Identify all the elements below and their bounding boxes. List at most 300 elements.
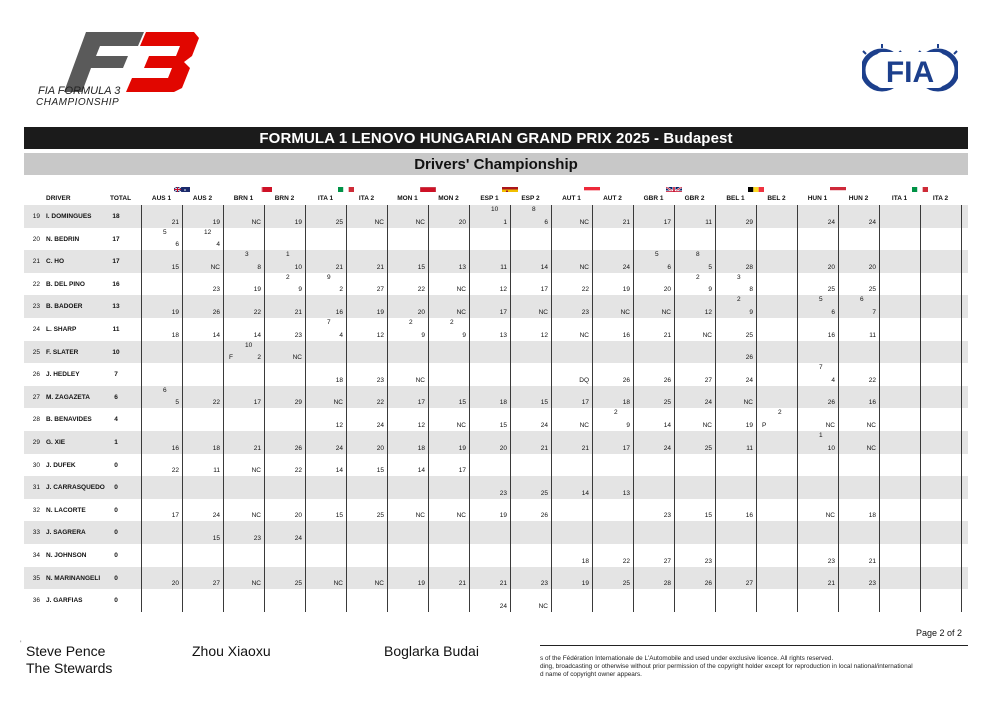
race-finish: 22 xyxy=(294,467,302,475)
race-result-cell xyxy=(592,386,633,409)
race-result-cell xyxy=(305,295,346,318)
race-finish: 2 xyxy=(257,354,261,362)
signature-steward-2: Zhou Xiaoxu xyxy=(192,643,271,659)
race-result-cell xyxy=(182,454,223,477)
race-points: 10 xyxy=(245,341,253,349)
race-finish: 18 xyxy=(171,331,179,339)
race-result-cell xyxy=(223,228,264,251)
race-finish: 6 xyxy=(667,263,671,271)
race-result-cell xyxy=(797,521,838,544)
race-result-cell xyxy=(264,431,305,454)
race-finish: 15 xyxy=(171,263,179,271)
race-result-cell xyxy=(715,567,756,590)
race-finish: 25 xyxy=(827,286,835,294)
race-result-cell xyxy=(469,544,510,567)
race-result-cell xyxy=(633,386,674,409)
race-points: 3 xyxy=(737,273,741,281)
race-result-cell xyxy=(920,250,961,273)
race-finish: 19 xyxy=(294,218,302,226)
race-finish: NC xyxy=(456,421,466,429)
race-finish: 13 xyxy=(499,331,507,339)
race-result-cell xyxy=(633,499,674,522)
driver-position: 30 xyxy=(32,461,40,469)
race-result-cell xyxy=(141,228,182,251)
race-finish: 26 xyxy=(827,399,835,407)
race-result-cell xyxy=(264,544,305,567)
race-finish: 18 xyxy=(622,399,630,407)
australia-flag xyxy=(174,182,190,192)
race-result-cell xyxy=(633,341,674,364)
driver-total: 0 xyxy=(114,597,118,605)
race-result-cell xyxy=(879,476,920,499)
race-finish: 25 xyxy=(868,286,876,294)
race-result-cell xyxy=(510,341,551,364)
driver-position: 29 xyxy=(32,438,40,446)
race-result-cell xyxy=(346,567,387,590)
race-result-cell xyxy=(223,408,264,431)
race-finish: 29 xyxy=(745,218,753,226)
race-result-cell xyxy=(305,408,346,431)
race-result-cell xyxy=(428,454,469,477)
race-points: 2 xyxy=(696,273,700,281)
race-finish: 13 xyxy=(622,489,630,497)
driver-total: 0 xyxy=(114,461,118,469)
race-result-cell xyxy=(223,476,264,499)
race-result-cell xyxy=(715,205,756,228)
race-result-cell xyxy=(469,567,510,590)
race-result-cell xyxy=(305,567,346,590)
belgium-flag xyxy=(748,182,764,192)
driver-total: 16 xyxy=(112,280,120,288)
race-result-cell xyxy=(838,363,879,386)
race-points: 3 xyxy=(245,251,249,259)
race-finish: 14 xyxy=(663,421,671,429)
race-result-cell xyxy=(264,567,305,590)
race-result-cell xyxy=(920,363,961,386)
race-result-cell xyxy=(797,499,838,522)
race-result-cell xyxy=(592,454,633,477)
race-finish: 20 xyxy=(458,218,466,226)
driver-position: 36 xyxy=(32,597,40,605)
race-result-cell xyxy=(182,273,223,296)
race-result-cell xyxy=(346,205,387,228)
race-result-cell xyxy=(428,205,469,228)
driver-name: J. DUFEK xyxy=(46,461,76,469)
driver-position: 25 xyxy=(32,348,40,356)
race-result-cell xyxy=(428,544,469,567)
race-points: 2 xyxy=(450,318,454,326)
driver-name: B. BADOER xyxy=(46,303,83,311)
race-finish: 26 xyxy=(704,580,712,588)
race-finish: 23 xyxy=(253,534,261,542)
race-result-cell xyxy=(510,205,551,228)
race-result-cell xyxy=(510,431,551,454)
race-result-cell xyxy=(510,454,551,477)
race-header: ESP 1 xyxy=(480,195,499,202)
race-points: 7 xyxy=(327,318,331,326)
race-result-cell xyxy=(469,386,510,409)
race-header: HUN 2 xyxy=(848,195,869,202)
table-row xyxy=(24,250,968,273)
race-result-cell xyxy=(428,318,469,341)
race-finish: 22 xyxy=(622,557,630,565)
race-finish: 4 xyxy=(339,331,343,339)
race-result-cell xyxy=(920,341,961,364)
race-result-cell xyxy=(838,476,879,499)
race-result-cell xyxy=(346,521,387,544)
race-header: BRN 1 xyxy=(233,195,254,202)
race-finish: 17 xyxy=(171,512,179,520)
race-finish: 22 xyxy=(253,308,261,316)
race-finish: 24 xyxy=(704,399,712,407)
race-result-cell xyxy=(223,341,264,364)
race-result-cell xyxy=(264,250,305,273)
race-result-cell xyxy=(469,589,510,612)
race-result-cell xyxy=(346,273,387,296)
race-finish: 20 xyxy=(868,263,876,271)
race-finish: NC xyxy=(415,218,425,226)
race-points: 5 xyxy=(655,251,659,259)
race-result-cell xyxy=(797,408,838,431)
race-result-cell xyxy=(920,589,961,612)
race-finish: 15 xyxy=(540,399,548,407)
race-finish: 28 xyxy=(745,263,753,271)
race-result-cell xyxy=(305,228,346,251)
driver-position: 26 xyxy=(32,371,40,379)
table-row xyxy=(24,567,968,590)
race-result-cell xyxy=(592,318,633,341)
race-result-cell xyxy=(838,386,879,409)
race-result-cell xyxy=(346,408,387,431)
race-finish: 18 xyxy=(335,376,343,384)
race-result-cell xyxy=(264,205,305,228)
fia-logo-text: FIA xyxy=(885,56,935,89)
table-row xyxy=(24,318,968,341)
driver-position: 20 xyxy=(32,235,40,243)
race-result-cell xyxy=(920,318,961,341)
driver-total: 18 xyxy=(112,213,120,220)
race-finish: 29 xyxy=(294,399,302,407)
race-result-cell xyxy=(756,408,797,431)
race-finish: 18 xyxy=(417,444,425,452)
uk-flag xyxy=(666,182,682,192)
race-result-cell xyxy=(838,499,879,522)
race-result-cell xyxy=(510,408,551,431)
race-result-cell xyxy=(387,431,428,454)
f3-logo-line1: FIA FORMULA 3 xyxy=(38,85,121,97)
race-finish: 15 xyxy=(212,534,220,542)
race-result-cell xyxy=(182,205,223,228)
race-result-cell xyxy=(223,589,264,612)
race-finish: 25 xyxy=(704,444,712,452)
race-finish: 19 xyxy=(171,308,179,316)
race-finish: 21 xyxy=(376,263,384,271)
race-finish: NC xyxy=(333,580,343,588)
race-result-cell xyxy=(674,544,715,567)
race-finish: NC xyxy=(620,308,630,316)
race-finish: 23 xyxy=(581,308,589,316)
race-result-cell xyxy=(633,205,674,228)
race-result-cell xyxy=(510,363,551,386)
race-finish: 21 xyxy=(253,444,261,452)
race-result-cell xyxy=(551,228,592,251)
driver-total: 0 xyxy=(114,506,118,514)
race-result-cell xyxy=(346,386,387,409)
race-finish: 6 xyxy=(831,308,835,316)
race-finish: 19 xyxy=(622,286,630,294)
race-finish: 20 xyxy=(827,263,835,271)
race-result-cell xyxy=(879,544,920,567)
race-finish: 22 xyxy=(212,399,220,407)
race-result-cell xyxy=(305,250,346,273)
race-finish: 25 xyxy=(335,218,343,226)
race-result-cell xyxy=(592,205,633,228)
race-result-cell xyxy=(715,589,756,612)
race-result-cell xyxy=(551,454,592,477)
race-result-cell xyxy=(305,205,346,228)
race-finish: 8 xyxy=(257,263,261,271)
race-result-cell xyxy=(223,521,264,544)
race-finish: 18 xyxy=(499,399,507,407)
race-result-cell xyxy=(674,250,715,273)
race-points: 6 xyxy=(163,386,167,394)
standings-table xyxy=(24,181,968,612)
table-row xyxy=(24,544,968,567)
race-finish: 4 xyxy=(831,376,835,384)
race-result-cell xyxy=(510,318,551,341)
race-finish: 23 xyxy=(212,286,220,294)
race-finish: NC xyxy=(251,467,261,475)
race-result-cell xyxy=(797,454,838,477)
race-header: AUT 1 xyxy=(562,195,581,202)
race-finish: 19 xyxy=(212,218,220,226)
race-result-cell xyxy=(633,431,674,454)
race-result-cell xyxy=(387,228,428,251)
race-result-cell xyxy=(920,228,961,251)
race-result-cell xyxy=(838,431,879,454)
race-result-cell xyxy=(223,295,264,318)
race-finish: 24 xyxy=(335,444,343,452)
col-total-header: TOTAL xyxy=(110,195,132,202)
race-finish: 15 xyxy=(458,399,466,407)
driver-position: 33 xyxy=(32,529,40,537)
race-result-cell xyxy=(182,228,223,251)
table-row xyxy=(24,341,968,364)
race-finish: NC xyxy=(743,399,753,407)
race-result-cell xyxy=(715,544,756,567)
race-result-cell xyxy=(346,250,387,273)
race-finish: 15 xyxy=(499,421,507,429)
race-finish: 22 xyxy=(417,286,425,294)
driver-position: 28 xyxy=(32,416,40,424)
race-finish: 17 xyxy=(458,467,466,475)
race-result-cell xyxy=(592,341,633,364)
driver-position: 23 xyxy=(32,303,40,311)
race-finish: 11 xyxy=(213,467,220,475)
race-result-cell xyxy=(428,567,469,590)
race-result-cell xyxy=(510,228,551,251)
race-result-cell xyxy=(920,476,961,499)
race-result-cell xyxy=(756,476,797,499)
race-result-cell xyxy=(838,295,879,318)
race-header: BEL 1 xyxy=(726,195,745,202)
race-result-cell xyxy=(592,273,633,296)
race-finish: 23 xyxy=(827,557,835,565)
driver-total: 7 xyxy=(114,371,118,379)
race-finish: 9 xyxy=(708,286,712,294)
race-result-cell xyxy=(756,318,797,341)
race-result-cell xyxy=(264,318,305,341)
fia-logo xyxy=(862,36,958,104)
race-result-cell xyxy=(387,476,428,499)
race-finish: 9 xyxy=(421,331,425,339)
race-finish: 19 xyxy=(745,421,753,429)
race-finish: 24 xyxy=(294,534,302,542)
race-result-cell xyxy=(879,431,920,454)
race-finish: 21 xyxy=(499,580,507,588)
race-result-cell xyxy=(920,431,961,454)
race-finish: NC xyxy=(456,308,466,316)
race-result-cell xyxy=(182,567,223,590)
race-result-cell xyxy=(674,567,715,590)
race-finish: 7 xyxy=(872,308,876,316)
driver-position: 32 xyxy=(32,506,40,514)
race-finish: NC xyxy=(456,512,466,520)
race-result-cell xyxy=(551,567,592,590)
race-result-cell xyxy=(715,499,756,522)
race-result-cell xyxy=(346,544,387,567)
row-end-border xyxy=(961,589,962,612)
driver-name: M. ZAGAZETA xyxy=(46,393,90,401)
race-finish: 17 xyxy=(417,399,425,407)
race-result-cell xyxy=(879,341,920,364)
race-result-cell xyxy=(305,341,346,364)
race-result-cell xyxy=(428,521,469,544)
race-finish: 18 xyxy=(212,444,220,452)
race-result-cell xyxy=(756,295,797,318)
race-result-cell xyxy=(223,544,264,567)
race-result-cell xyxy=(674,386,715,409)
race-result-cell xyxy=(346,341,387,364)
driver-name: G. XIE xyxy=(46,438,66,446)
race-result-cell xyxy=(182,521,223,544)
race-result-cell xyxy=(223,273,264,296)
race-result-cell xyxy=(715,431,756,454)
race-result-cell xyxy=(387,499,428,522)
signature-steward-1: Steve Pence xyxy=(26,643,106,659)
race-finish: NC xyxy=(210,263,220,271)
race-result-cell xyxy=(797,567,838,590)
race-result-cell xyxy=(797,363,838,386)
race-finish: 16 xyxy=(622,331,630,339)
race-result-cell xyxy=(141,431,182,454)
race-finish: NC xyxy=(702,331,712,339)
race-finish: 20 xyxy=(417,308,425,316)
race-result-cell xyxy=(182,341,223,364)
race-finish: 28 xyxy=(663,580,671,588)
flag-row xyxy=(24,181,968,193)
race-points: 2 xyxy=(778,409,782,417)
race-result-cell xyxy=(469,250,510,273)
race-result-cell xyxy=(674,273,715,296)
copyright-line: ding, broadcasting or otherwise without prior permission of the copyright holder except for reproduction in local national/international xyxy=(540,663,913,671)
race-result-cell xyxy=(879,521,920,544)
race-result-cell xyxy=(715,363,756,386)
race-result-cell xyxy=(264,386,305,409)
race-result-cell xyxy=(510,499,551,522)
race-marker: F xyxy=(229,354,233,362)
race-finish: NC xyxy=(251,218,261,226)
race-result-cell xyxy=(879,408,920,431)
race-finish: 14 xyxy=(417,467,425,475)
race-result-cell xyxy=(305,431,346,454)
race-result-cell xyxy=(469,521,510,544)
race-result-cell xyxy=(305,521,346,544)
race-finish: 17 xyxy=(499,308,507,316)
race-result-cell xyxy=(633,273,674,296)
race-result-cell xyxy=(633,228,674,251)
race-finish: 21 xyxy=(663,331,671,339)
race-header: AUT 2 xyxy=(603,195,622,202)
race-finish: 19 xyxy=(499,512,507,520)
race-result-cell xyxy=(633,476,674,499)
race-result-cell xyxy=(428,250,469,273)
race-finish: 22 xyxy=(868,376,876,384)
race-result-cell xyxy=(838,589,879,612)
race-finish: 12 xyxy=(499,286,507,294)
race-result-cell xyxy=(387,544,428,567)
race-result-cell xyxy=(182,408,223,431)
race-finish: NC xyxy=(374,218,384,226)
race-finish: 23 xyxy=(540,580,548,588)
race-finish: 17 xyxy=(622,444,630,452)
race-result-cell xyxy=(797,205,838,228)
race-finish: 4 xyxy=(216,241,220,249)
race-result-cell xyxy=(305,273,346,296)
race-result-cell xyxy=(756,273,797,296)
race-result-cell xyxy=(141,544,182,567)
race-result-cell xyxy=(920,408,961,431)
race-finish: 21 xyxy=(827,580,835,588)
race-finish: 15 xyxy=(335,512,343,520)
race-result-cell xyxy=(879,318,920,341)
race-finish: 24 xyxy=(868,218,876,226)
race-points: 5 xyxy=(819,296,823,304)
race-points: 5 xyxy=(163,228,167,236)
race-finish: 16 xyxy=(827,331,835,339)
driver-total: 1 xyxy=(114,438,118,446)
race-result-cell xyxy=(756,454,797,477)
table-row xyxy=(24,521,968,544)
race-result-cell xyxy=(715,521,756,544)
race-result-cell xyxy=(428,228,469,251)
race-finish: 27 xyxy=(212,580,220,588)
row-end-border xyxy=(961,228,962,251)
race-result-cell xyxy=(838,228,879,251)
race-result-cell xyxy=(551,431,592,454)
race-finish: 24 xyxy=(212,512,220,520)
race-points: 8 xyxy=(696,251,700,259)
race-result-cell xyxy=(633,295,674,318)
race-result-cell xyxy=(387,205,428,228)
race-result-cell xyxy=(469,318,510,341)
race-result-cell xyxy=(920,499,961,522)
race-result-cell xyxy=(715,318,756,341)
race-header: ESP 2 xyxy=(521,195,540,202)
race-result-cell xyxy=(674,431,715,454)
race-result-cell xyxy=(469,295,510,318)
table-row xyxy=(24,431,968,454)
